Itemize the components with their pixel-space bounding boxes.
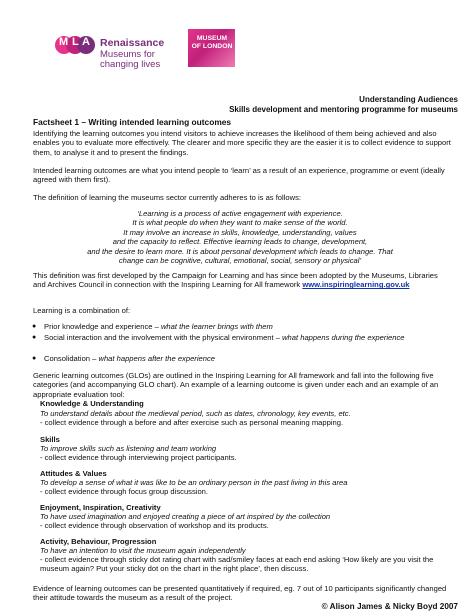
category-example: To improve skills such as listening and team working — [40, 444, 217, 453]
bullet-plain: Social interaction and the involvement with the physical environment – — [44, 333, 283, 342]
campaign-text: This definition was first developed by the Campaign for Learning and has since been adopted by the Museums, Libraries and Archives Council in connection with the Inspiring Learning for All framework — [33, 271, 438, 290]
list-item — [32, 333, 444, 342]
category-evidence: - collect evidence through focus group discussion. — [40, 487, 209, 496]
category-heading: Skills — [40, 435, 60, 444]
mla-letter-a: A — [82, 36, 91, 48]
bullet-icon: ● — [32, 323, 37, 330]
category-evidence: - collect evidence through a before and after exercise such as personal meaning mapping. — [40, 418, 344, 427]
campaign-paragraph — [33, 271, 451, 290]
header-title: Understanding Audiences — [359, 95, 458, 104]
list-item — [32, 354, 444, 363]
category-evidence: - collect evidence through observation of workshop and its products. — [40, 521, 269, 530]
quote-line: and the capacity to reflect. Effective learning leads to change, development, — [112, 237, 368, 247]
inspiring-learning-link[interactable]: www.inspiringlearning.gov.uk — [302, 280, 410, 290]
category-example: To understand details about the medieval period, such as dates, chronology, key events, etc. — [40, 409, 351, 418]
mla-letter-l: L — [72, 36, 80, 48]
bullet-italic: what happens during the experience — [282, 333, 405, 342]
quote-line: change can be cognitive, cultural, emotional, social, sensory or physical’ — [118, 256, 362, 266]
quote-line: and the desire to learn more. It is about personal development which leads to change. That — [87, 246, 393, 256]
bullet-icon: ● — [32, 355, 37, 362]
combination-intro: Learning is a combination of: — [33, 306, 131, 315]
bullet-italic: what happens after the experience — [98, 354, 215, 363]
bullet-plain: Consolidation – — [44, 354, 99, 363]
intended-paragraph: Intended learning outcomes are what you intend people to ‘learn’ as a result of an experience, programme or event (ideally agreed with them first). — [33, 166, 445, 185]
category-heading: Activity, Behaviour, Progression — [40, 537, 157, 546]
renaissance-title: Renaissance — [100, 37, 165, 49]
museum-of-london-logo — [188, 29, 235, 67]
closing-paragraph: Evidence of learning outcomes can be presented quantitatively if required, eg. 7 out of 10 participants significantly changed their attitude towards the museum as a result of the project. — [33, 584, 447, 603]
learning-definition-quote — [38, 209, 442, 265]
list-item — [32, 322, 444, 331]
category-heading: Attitudes & Values — [40, 469, 107, 478]
definition-intro: The definition of learning the museums sector currently adheres to is as follows: — [33, 193, 302, 202]
bullet-icon: ● — [32, 334, 37, 341]
category-example: To develop a sense of what it was like to be an ordinary person in the past living in this area — [40, 478, 348, 487]
quote-line: ‘Learning is a process of active engagement with experience. — [137, 209, 343, 218]
bullet-italic: what the learner brings with them — [160, 322, 273, 331]
factsheet-title: Factsheet 1 – Writing intended learning outcomes — [33, 117, 232, 127]
museum-logo-line1: MUSEUM — [196, 35, 228, 42]
renaissance-sub-1: Museums for — [100, 49, 155, 60]
quote-line: It may involve an increase in skills, knowledge, understanding, values — [123, 227, 357, 237]
category-evidence: - collect evidence through interviewing project participants. — [40, 453, 237, 462]
renaissance-sub-2: changing lives — [100, 59, 161, 70]
mla-letter-m: M — [59, 36, 70, 48]
glo-paragraph: Generic learning outcomes (GLOs) are outlined in the Inspiring Learning for All framework and fall into the following five categories (and accompanying GLO chart). An example of a learning outcome is given under each and an example of an appropriate evaluation tool: — [33, 371, 439, 399]
category-heading: Knowledge & Understanding — [40, 399, 144, 408]
museum-logo-line2: OF LONDON — [191, 43, 233, 50]
copyright: © Alison James & Nicky Boyd 2007 — [321, 602, 458, 611]
bullet-plain: Prior knowledge and experience – — [44, 322, 161, 331]
category-heading: Enjoyment, Inspiration, Creativity — [40, 503, 161, 512]
header-subtitle: Skills development and mentoring programme for museums — [229, 105, 458, 114]
category-evidence: - collect evidence through sticky dot rating chart with sad/smiley faces at each end asking ‘How likely are you visit the museum again? Put your sticky dot on the chart in the right place’, then discuss. — [40, 555, 434, 574]
quote-line: It is what people do when they want to make sense of the world. — [132, 218, 348, 228]
category-example: To have an intention to visit the museum again independently — [40, 546, 246, 555]
category-example: To have used imagination and enjoyed creating a piece of art inspired by the collection — [40, 512, 331, 521]
intro-paragraph: Identifying the learning outcomes you intend visitors to achieve increases the likelihood of them being achieved and also enables you to evaluate more effectively. The clearer and more specific they are the easier it is to collect evidence to support them, to analyse it and to present the findings. — [33, 129, 451, 157]
